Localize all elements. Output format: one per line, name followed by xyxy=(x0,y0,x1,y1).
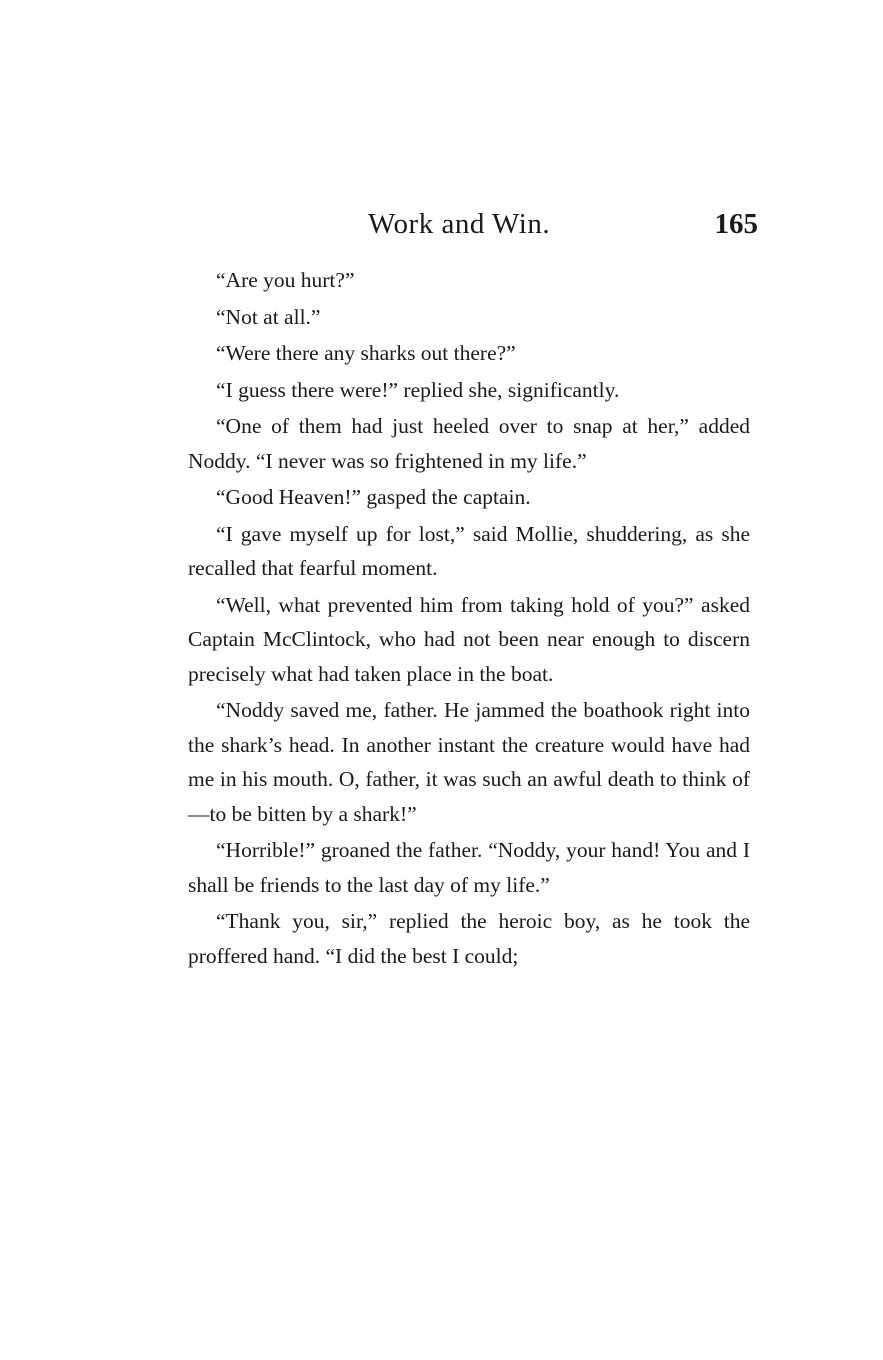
paragraph: “Not at all.” xyxy=(216,304,321,329)
paragraph: “Thank you, sir,” replied the heroic boy, as he took the proffered hand. “I did the best I could; xyxy=(188,909,750,968)
paragraph: “One of them had just heeled over to snap at her,” added Noddy. “I never was so frightened in my life.” xyxy=(188,414,750,473)
paragraph: “I guess there were!” replied she, significantly. xyxy=(216,377,620,402)
running-head xyxy=(188,208,758,252)
paragraph: “Well, what prevented him from taking hold of you?” asked Captain McClintock, who had not been near enough to discern precisely what had taken place in the boat. xyxy=(188,592,750,686)
body-text xyxy=(188,263,750,975)
paragraph: “Were there any sharks out there?” xyxy=(216,341,516,365)
paragraph: “Noddy saved me, father. He jammed the boathook right into the shark’s head. In another instant the creature would have had me in his mouth. O, father, it was such an awful death to think of—to be bitten by a shark!” xyxy=(188,698,750,826)
page-number: 165 xyxy=(714,208,758,240)
paragraph: “Are you hurt?” xyxy=(216,268,355,292)
paragraph: “Good Heaven!” gasped the captain. xyxy=(216,485,531,509)
running-title: Work and Win. xyxy=(368,208,551,240)
paragraph: “Horrible!” groaned the father. “Noddy, your hand! You and I shall be friends to the last day of my life.” xyxy=(188,838,750,897)
paragraph: “I gave myself up for lost,” said Mollie, shuddering, as she recalled that fearful moment. xyxy=(188,521,750,580)
